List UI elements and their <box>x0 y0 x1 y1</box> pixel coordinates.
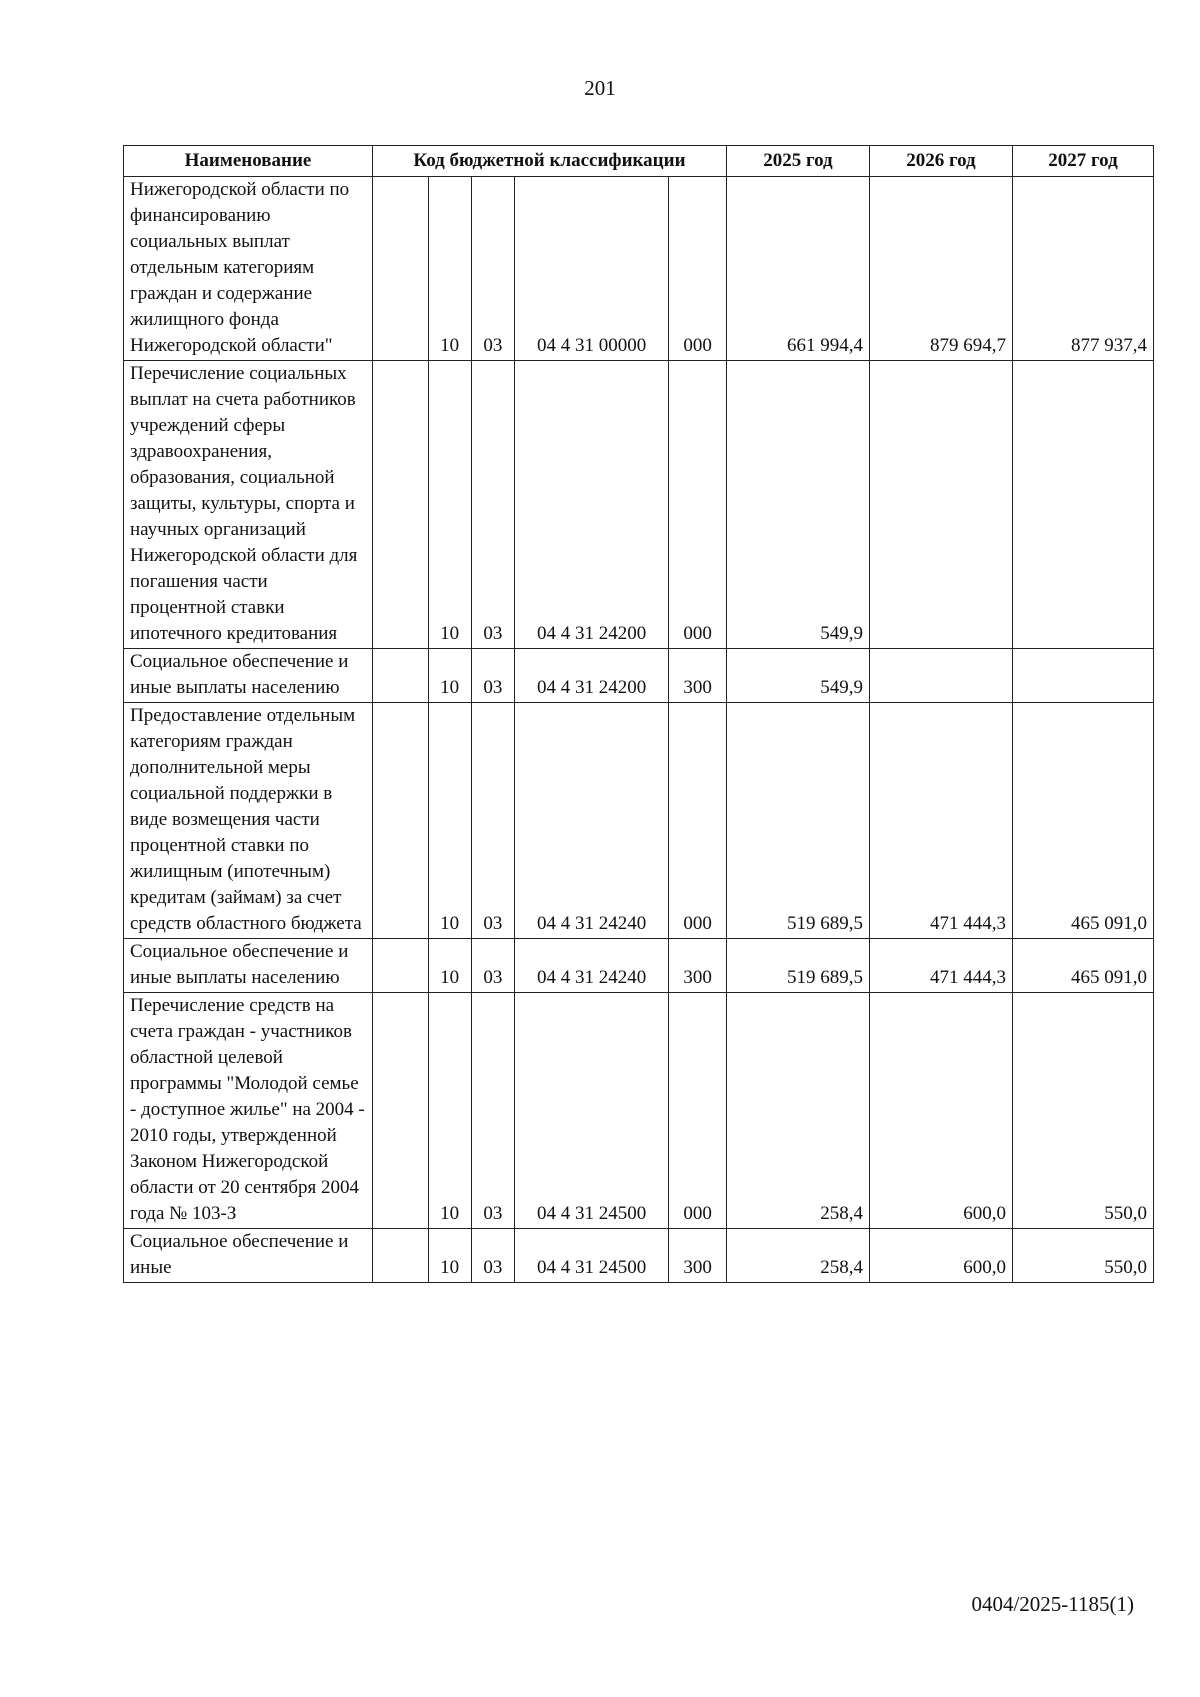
amount-2027: 550,0 <box>1012 1229 1153 1283</box>
table-row <box>124 939 1154 993</box>
amount-2026 <box>869 649 1012 703</box>
header-2025: 2025 год <box>726 146 869 177</box>
code-expense-type: 000 <box>669 177 727 361</box>
code-subsection: 03 <box>471 361 514 649</box>
code-expense-type: 300 <box>669 939 727 993</box>
row-name: Социальное обеспечение и иные выплаты населению <box>124 649 373 703</box>
amount-2025: 519 689,5 <box>726 939 869 993</box>
amount-2027: 465 091,0 <box>1012 703 1153 939</box>
amount-2026 <box>869 361 1012 649</box>
code-section: 10 <box>428 177 471 361</box>
code-section: 10 <box>428 939 471 993</box>
code-target-article: 04 4 31 00000 <box>514 177 668 361</box>
amount-2025: 549,9 <box>726 649 869 703</box>
table-row <box>124 703 1154 939</box>
amount-2025: 258,4 <box>726 1229 869 1283</box>
amount-2027 <box>1012 649 1153 703</box>
code-subsection: 03 <box>471 649 514 703</box>
code-expense-type: 000 <box>669 703 727 939</box>
header-name: Наименование <box>124 146 373 177</box>
code-target-article: 04 4 31 24240 <box>514 703 668 939</box>
budget-table <box>123 145 1154 1283</box>
amount-2026: 471 444,3 <box>869 703 1012 939</box>
code-subsection: 03 <box>471 703 514 939</box>
amount-2025: 258,4 <box>726 993 869 1229</box>
amount-2027 <box>1012 361 1153 649</box>
code-subsection: 03 <box>471 993 514 1229</box>
code-expense-type: 000 <box>669 993 727 1229</box>
row-name: Нижегородской области по финансированию социальных выплат отдельным категориям граждан и содержание жилищного фонда Нижегородской области" <box>124 177 373 361</box>
amount-2027: 465 091,0 <box>1012 939 1153 993</box>
code-1 <box>373 993 429 1229</box>
code-1 <box>373 1229 429 1283</box>
code-1 <box>373 703 429 939</box>
header-2027: 2027 год <box>1012 146 1153 177</box>
code-section: 10 <box>428 361 471 649</box>
row-name: Социальное обеспечение и иные выплаты населению <box>124 939 373 993</box>
amount-2026: 879 694,7 <box>869 177 1012 361</box>
code-section: 10 <box>428 993 471 1229</box>
header-2026: 2026 год <box>869 146 1012 177</box>
code-1 <box>373 939 429 993</box>
code-1 <box>373 649 429 703</box>
code-expense-type: 300 <box>669 649 727 703</box>
code-section: 10 <box>428 649 471 703</box>
table-row <box>124 649 1154 703</box>
amount-2027: 550,0 <box>1012 993 1153 1229</box>
amount-2025: 661 994,4 <box>726 177 869 361</box>
row-name: Перечисление социальных выплат на счета работников учреждений сферы здравоохранения, образования, социальной защиты, культуры, спорта и научных организаций Нижегородской области для погашения части процентной ставки ипотечного кредитования <box>124 361 373 649</box>
table-row <box>124 1229 1154 1283</box>
amount-2025: 549,9 <box>726 361 869 649</box>
table-row <box>124 993 1154 1229</box>
code-expense-type: 300 <box>669 1229 727 1283</box>
table-row <box>124 361 1154 649</box>
row-name: Предоставление отдельным категориям граждан дополнительной меры социальной поддержки в виде возмещения части процентной ставки по жилищным (ипотечным) кредитам (займам) за счет средств областного бюджета <box>124 703 373 939</box>
code-expense-type: 000 <box>669 361 727 649</box>
table-row <box>124 177 1154 361</box>
amount-2026: 471 444,3 <box>869 939 1012 993</box>
code-subsection: 03 <box>471 939 514 993</box>
amount-2026: 600,0 <box>869 1229 1012 1283</box>
amount-2027: 877 937,4 <box>1012 177 1153 361</box>
code-target-article: 04 4 31 24200 <box>514 361 668 649</box>
code-subsection: 03 <box>471 177 514 361</box>
code-1 <box>373 361 429 649</box>
code-target-article: 04 4 31 24240 <box>514 939 668 993</box>
amount-2026: 600,0 <box>869 993 1012 1229</box>
page-number: 201 <box>584 76 616 100</box>
document-registration-code: 0404/2025-1185(1) <box>971 1592 1134 1616</box>
header-code: Код бюджетной классификации <box>373 146 727 177</box>
code-section: 10 <box>428 1229 471 1283</box>
row-name: Перечисление средств на счета граждан - участников областной целевой программы "Молодой семье - доступное жилье" на 2004 - 2010 годы, утвержденной Законом Нижегородской области от 20 сентября 2004 года № 103-З <box>124 993 373 1229</box>
code-target-article: 04 4 31 24500 <box>514 1229 668 1283</box>
code-section: 10 <box>428 703 471 939</box>
code-target-article: 04 4 31 24200 <box>514 649 668 703</box>
code-1 <box>373 177 429 361</box>
code-target-article: 04 4 31 24500 <box>514 993 668 1229</box>
code-subsection: 03 <box>471 1229 514 1283</box>
row-name: Социальное обеспечение и иные <box>124 1229 373 1283</box>
table-header-row <box>124 146 1154 177</box>
amount-2025: 519 689,5 <box>726 703 869 939</box>
